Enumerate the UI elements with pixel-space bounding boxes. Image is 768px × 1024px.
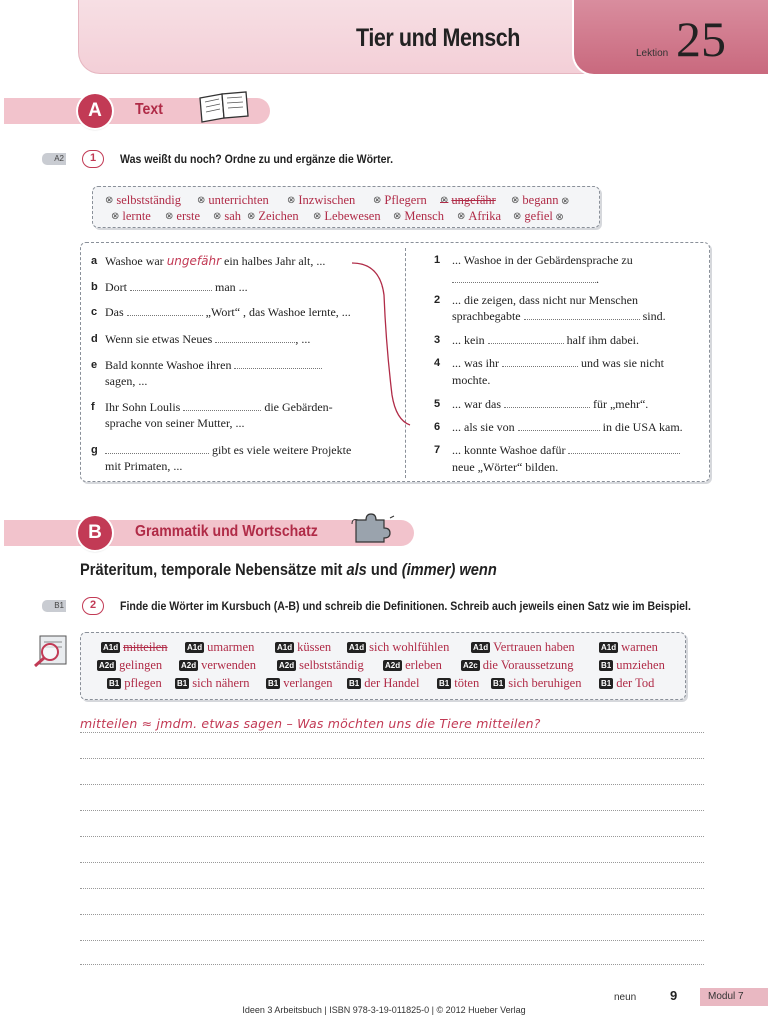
- lektion-number: 25: [676, 11, 726, 67]
- section-a-label: Text: [135, 101, 163, 118]
- word-item: ⊗ Afrika: [457, 209, 501, 224]
- vocab-item: A1d umarmen: [187, 640, 255, 654]
- exercise-1-instruction: Was weißt du noch? Ordne zu und ergänze die Wörter.: [120, 152, 394, 166]
- vocab-item: A1d sich wohlfühlen: [349, 640, 450, 654]
- vocab-item: B1 der Handel: [349, 676, 420, 690]
- level-tag-a2: A2: [42, 153, 66, 165]
- modul-tag: Modul 7: [700, 988, 768, 1006]
- exercise-1-number: 1: [82, 150, 104, 168]
- writing-line: [80, 940, 704, 941]
- word-item: ⊗ Inzwischen: [287, 193, 355, 208]
- section-b-badge: B: [78, 516, 112, 550]
- writing-line: [80, 862, 704, 863]
- word-item: ⊗ Zeichen: [247, 209, 299, 224]
- sentence-2-line2: sprachbegabte sind.: [452, 309, 666, 323]
- vocab-item: B1 sich nähern: [177, 676, 250, 690]
- sentence-4-line2: mochte.: [452, 373, 491, 387]
- connection-line: [340, 255, 420, 435]
- vocab-item: A1d Vertrauen haben: [473, 640, 575, 654]
- example-sentence: mitteilen ≈ jmdm. etwas sagen – Was möchten uns die Tiere mitteilen?: [80, 716, 541, 731]
- page-title: Tier und Mensch: [356, 24, 520, 52]
- vocab-item: B1 pflegen: [109, 676, 162, 690]
- section-b-label: Grammatik und Wortschatz: [135, 523, 318, 540]
- vocab-item: B1 töten: [439, 676, 480, 690]
- word-item: ⊗ Pflegern: [373, 193, 427, 208]
- word-item: ⊗ unterrichten: [197, 193, 269, 208]
- exercise-2-number: 2: [82, 597, 104, 615]
- sentence-a: Washoe war ungefähr ein halbes Jahr alt, ...: [105, 254, 326, 268]
- item-number: 3: [434, 334, 441, 346]
- sentence-d: Wenn sie etwas Neues , ...: [105, 332, 311, 346]
- item-number: 2: [434, 294, 441, 306]
- word-item: ⊗ selbstständig: [105, 193, 181, 208]
- vocab-item: B1 umziehen: [601, 658, 665, 672]
- sentence-e-line1: Bald konnte Washoe ihren: [105, 358, 322, 373]
- word-item: ⊗ gefiel ⊗: [513, 209, 564, 224]
- writing-line: [80, 836, 704, 837]
- vocab-item: A2d gelingen: [99, 658, 163, 672]
- writing-line: [80, 732, 704, 733]
- footer-credits: Ideen 3 Arbeitsbuch | ISBN 978-3-19-011825-0 | © 2012 Hueber Verlag: [242, 1005, 526, 1015]
- vocab-item: A1d warnen: [601, 640, 658, 654]
- sentence-7-line1: ... konnte Washoe dafür: [452, 443, 680, 458]
- item-letter: e: [91, 359, 98, 371]
- word-box-a: [92, 186, 600, 228]
- sentence-g-line1: gibt es viele weitere Projekte: [105, 443, 351, 458]
- vocab-item: A2d verwenden: [181, 658, 256, 672]
- sentence-7-line2: neue „Wörter“ bilden.: [452, 460, 559, 474]
- item-number: 6: [434, 421, 441, 433]
- level-tag-b1: B1: [42, 600, 66, 612]
- word-item: ⊗ lernte: [111, 209, 151, 224]
- writing-line: [80, 784, 704, 785]
- writing-line: [80, 758, 704, 759]
- item-letter: c: [91, 306, 98, 318]
- sentence-b: Dort man ...: [105, 280, 248, 294]
- item-letter: b: [91, 281, 98, 293]
- vocab-item: A2d selbstständig: [279, 658, 364, 672]
- sentence-f-line1: Ihr Sohn Loulis die Gebärden-: [105, 400, 333, 414]
- sentence-c: Das „Wort“ , das Washoe lernte, ...: [105, 305, 351, 319]
- page-number-word: neun: [614, 992, 637, 1003]
- vocab-item: A1d küssen: [277, 640, 332, 654]
- magnifier-icon: [32, 634, 68, 673]
- sentence-e-line2: sagen, ...: [105, 374, 148, 388]
- sentence-1-line2: .: [452, 272, 599, 287]
- sentence-3: ... kein half ihm dabei.: [452, 333, 639, 347]
- item-letter: a: [91, 255, 98, 267]
- vocab-item: B1 verlangen: [268, 676, 333, 690]
- vocab-item: A2c die Voraussetzung: [463, 658, 574, 672]
- grammar-title: Präteritum, temporale Nebensätze mit als und (immer) wenn: [80, 560, 497, 579]
- handwritten-answer: ungefähr: [166, 254, 222, 268]
- vocab-item: A1d mitteilen: [103, 640, 168, 654]
- sentence-4-line1: ... was ihr und was sie nicht: [452, 356, 664, 370]
- section-a-badge: A: [78, 94, 112, 128]
- word-item: ⊗ Mensch: [393, 209, 444, 224]
- word-item: ⊗ erste: [165, 209, 200, 224]
- sentence-2-line1: ... die zeigen, dass nicht nur Menschen: [452, 293, 638, 307]
- item-number: 5: [434, 398, 441, 410]
- writing-line: [80, 810, 704, 811]
- writing-line: [80, 964, 704, 965]
- writing-line: [80, 888, 704, 889]
- lektion-label: Lektion: [636, 48, 669, 59]
- book-icon: [196, 88, 252, 129]
- vocab-item: A2d erleben: [385, 658, 442, 672]
- sentence-f-line2: sprache von seiner Mutter, ...: [105, 416, 245, 430]
- item-letter: d: [91, 333, 98, 345]
- item-number: 4: [434, 357, 441, 369]
- word-item-used: ⊗ ungefähr: [440, 193, 496, 208]
- item-number: 1: [434, 254, 441, 266]
- vocab-item: B1 sich beruhigen: [493, 676, 582, 690]
- lektion-box: [572, 0, 768, 76]
- sentence-6: ... als sie von in die USA kam.: [452, 420, 683, 434]
- vocab-item: B1 der Tod: [601, 676, 655, 690]
- item-number: 7: [434, 444, 441, 456]
- item-letter: f: [91, 401, 95, 413]
- item-letter: g: [91, 444, 98, 456]
- word-box-b: [80, 632, 686, 700]
- sentence-5: ... war das für „mehr“.: [452, 397, 649, 411]
- word-item: ⊗ begann ⊗: [511, 193, 569, 208]
- sentence-1-line1: ... Washoe in der Gebärdensprache zu: [452, 253, 633, 267]
- word-item: ⊗ Lebewesen: [313, 209, 381, 224]
- word-item: ⊗ sah: [213, 209, 241, 224]
- puzzle-icon: [350, 510, 396, 551]
- page-number: 9: [670, 988, 678, 1003]
- sentence-g-line2: mit Primaten, ...: [105, 459, 183, 473]
- writing-line: [80, 914, 704, 915]
- exercise-2-instruction: Finde die Wörter im Kursbuch (A-B) und schreib die Definitionen. Schreib auch jeweils einen Satz wie im Beispiel.: [120, 599, 691, 613]
